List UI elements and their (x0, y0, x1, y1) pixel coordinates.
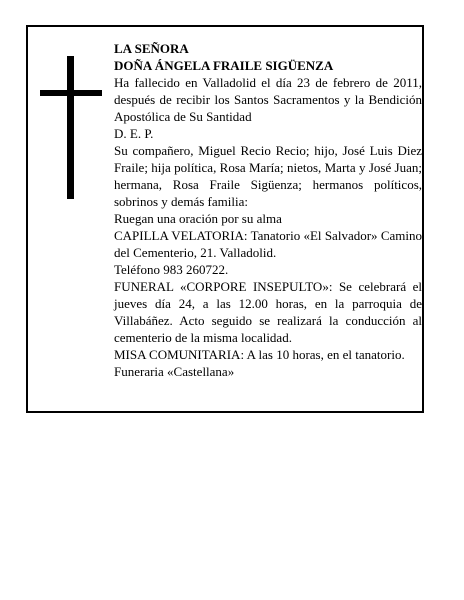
chapel-info: CAPILLA VELATORIA: Tanatorio «El Salvador» Camino del Cementerio, 21. Valladolid. (114, 228, 422, 260)
notice-text (114, 40, 422, 380)
notice-title-line1: LA SEÑORA (114, 41, 189, 56)
obituary-notice (26, 25, 424, 413)
prayer-request: Ruegan una oración por su alma (114, 211, 282, 226)
notice-title-name: DOÑA ÁNGELA FRAILE SIGÜENZA (114, 58, 334, 73)
funeral-info: FUNERAL «CORPORE INSEPULTO»: Se celebrará el jueves día 24, a las 12.00 horas, en la parroquia de Villabáñez. Acto seguido se realizará la conducción al cementerio de la misma localidad. (114, 279, 422, 345)
dep-line: D. E. P. (114, 126, 154, 141)
death-announcement: Ha fallecido en Valladolid el día 23 de febrero de 2011, después de recibir los Santos Sacramentos y la Bendición Apostólica de Su Santidad (114, 75, 422, 124)
cross-vertical-bar (67, 56, 74, 199)
phone-info: Teléfono 983 260722. (114, 262, 229, 277)
latin-cross-icon (40, 56, 102, 199)
mass-info: MISA COMUNITARIA: A las 10 horas, en el tanatorio. (114, 347, 405, 362)
cross-horizontal-bar (40, 90, 102, 96)
funeral-home: Funeraria «Castellana» (114, 364, 235, 379)
family-list: Su compañero, Miguel Recio Recio; hijo, José Luis Diez Fraile; hija política, Rosa María; nietos, Marta y José Juan; hermana, Rosa Fraile Sigüenza; hermanos políticos, sobrinos y demás familia: (114, 143, 422, 209)
